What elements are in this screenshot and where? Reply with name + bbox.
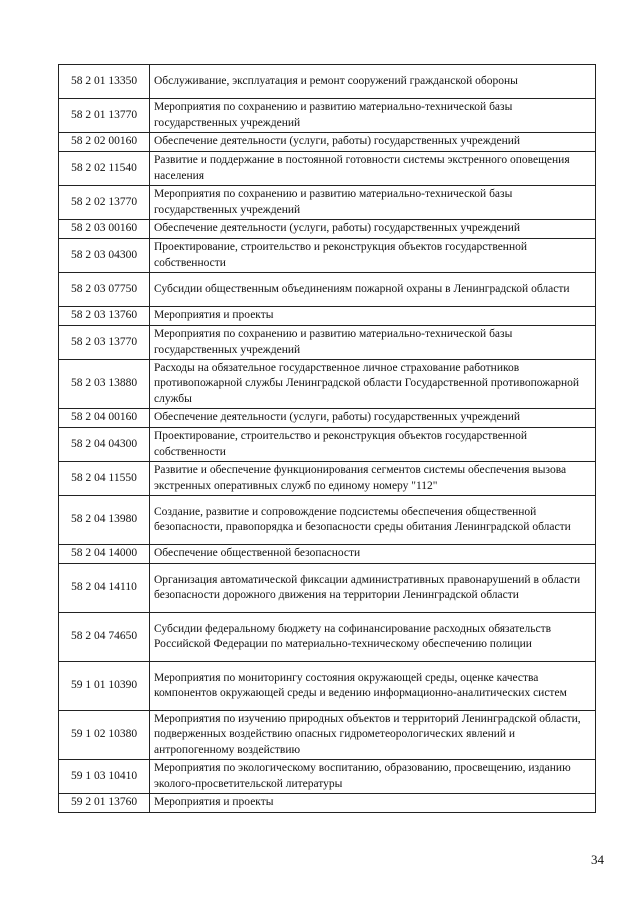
page-number: 34	[591, 852, 604, 867]
table-row	[59, 133, 596, 152]
table-row	[59, 99, 596, 133]
code-cell: 58 2 02 13770	[59, 186, 150, 220]
table-row	[59, 496, 596, 545]
table-row	[59, 613, 596, 662]
name-cell: Организация автоматической фиксации административных правонарушений в области безопасности дорожного движения на территории Ленинградской области	[150, 564, 596, 613]
code-cell: 59 1 02 10380	[59, 711, 150, 760]
budget-codes-table	[58, 64, 596, 813]
table-row	[59, 794, 596, 813]
name-cell: Мероприятия по сохранению и развитию материально-технической базы государственных учреждений	[150, 326, 596, 360]
name-cell: Развитие и обеспечение функционирования сегментов системы обеспечения вызова экстренных оперативных служб по единому номеру "112"	[150, 462, 596, 496]
table-row	[59, 409, 596, 428]
table-row	[59, 65, 596, 99]
name-cell: Обслуживание, эксплуатация и ремонт сооружений гражданской обороны	[150, 65, 596, 99]
code-cell: 58 2 03 00160	[59, 220, 150, 239]
code-cell: 58 2 01 13770	[59, 99, 150, 133]
code-cell: 58 2 03 07750	[59, 273, 150, 307]
name-cell: Расходы на обязательное государственное личное страхование работников противопожарной службы Ленинградской области Государственной противопожарной службы	[150, 360, 596, 409]
table-row	[59, 711, 596, 760]
name-cell: Обеспечение деятельности (услуги, работы) государственных учреждений	[150, 133, 596, 152]
name-cell: Развитие и поддержание в постоянной готовности системы экстренного оповещения населения	[150, 152, 596, 186]
name-cell: Обеспечение деятельности (услуги, работы) государственных учреждений	[150, 409, 596, 428]
table-row	[59, 152, 596, 186]
code-cell: 59 1 03 10410	[59, 760, 150, 794]
name-cell: Мероприятия по изучению природных объектов и территорий Ленинградской области, подверженных воздействию опасных гидрометеорологических явлений и антропогенному воздействию	[150, 711, 596, 760]
code-cell: 58 2 03 13880	[59, 360, 150, 409]
name-cell: Мероприятия по сохранению и развитию материально-технической базы государственных учреждений	[150, 99, 596, 133]
code-cell: 59 2 01 13760	[59, 794, 150, 813]
name-cell: Обеспечение общественной безопасности	[150, 545, 596, 564]
table-row	[59, 220, 596, 239]
table-row	[59, 564, 596, 613]
table-row	[59, 186, 596, 220]
name-cell: Обеспечение деятельности (услуги, работы) государственных учреждений	[150, 220, 596, 239]
name-cell: Создание, развитие и сопровождение подсистемы обеспечения общественной безопасности, правопорядка и безопасности среды обитания Ленинградской области	[150, 496, 596, 545]
name-cell: Проектирование, строительство и реконструкция объектов государственной собственности	[150, 239, 596, 273]
name-cell: Субсидии федеральному бюджету на софинансирование расходных обязательств Российской Федерации по материально-техническому обеспечению полиции	[150, 613, 596, 662]
table-row	[59, 545, 596, 564]
code-cell: 58 2 01 13350	[59, 65, 150, 99]
code-cell: 58 2 03 13760	[59, 307, 150, 326]
code-cell: 58 2 02 00160	[59, 133, 150, 152]
name-cell: Мероприятия и проекты	[150, 307, 596, 326]
name-cell: Мероприятия и проекты	[150, 794, 596, 813]
table-row	[59, 307, 596, 326]
code-cell: 58 2 03 04300	[59, 239, 150, 273]
name-cell: Мероприятия по сохранению и развитию материально-технической базы государственных учреждений	[150, 186, 596, 220]
name-cell: Мероприятия по экологическому воспитанию, образованию, просвещению, изданию эколого-просветительской литературы	[150, 760, 596, 794]
code-cell: 58 2 04 14000	[59, 545, 150, 564]
code-cell: 58 2 04 13980	[59, 496, 150, 545]
code-cell: 58 2 04 04300	[59, 428, 150, 462]
table-row	[59, 326, 596, 360]
name-cell: Проектирование, строительство и реконструкция объектов государственной собственности	[150, 428, 596, 462]
table-row	[59, 273, 596, 307]
code-cell: 58 2 02 11540	[59, 152, 150, 186]
table-body	[59, 65, 596, 813]
code-cell: 59 1 01 10390	[59, 662, 150, 711]
name-cell: Субсидии общественным объединениям пожарной охраны в Ленинградской области	[150, 273, 596, 307]
code-cell: 58 2 04 00160	[59, 409, 150, 428]
code-cell: 58 2 04 14110	[59, 564, 150, 613]
code-cell: 58 2 04 11550	[59, 462, 150, 496]
table-row	[59, 428, 596, 462]
table-row	[59, 760, 596, 794]
code-cell: 58 2 04 74650	[59, 613, 150, 662]
code-cell: 58 2 03 13770	[59, 326, 150, 360]
name-cell: Мероприятия по мониторингу состояния окружающей среды, оценке качества компонентов окружающей среды и ведению информационно-аналитических систем	[150, 662, 596, 711]
table-row	[59, 662, 596, 711]
table-row	[59, 239, 596, 273]
table-row	[59, 462, 596, 496]
table-row	[59, 360, 596, 409]
